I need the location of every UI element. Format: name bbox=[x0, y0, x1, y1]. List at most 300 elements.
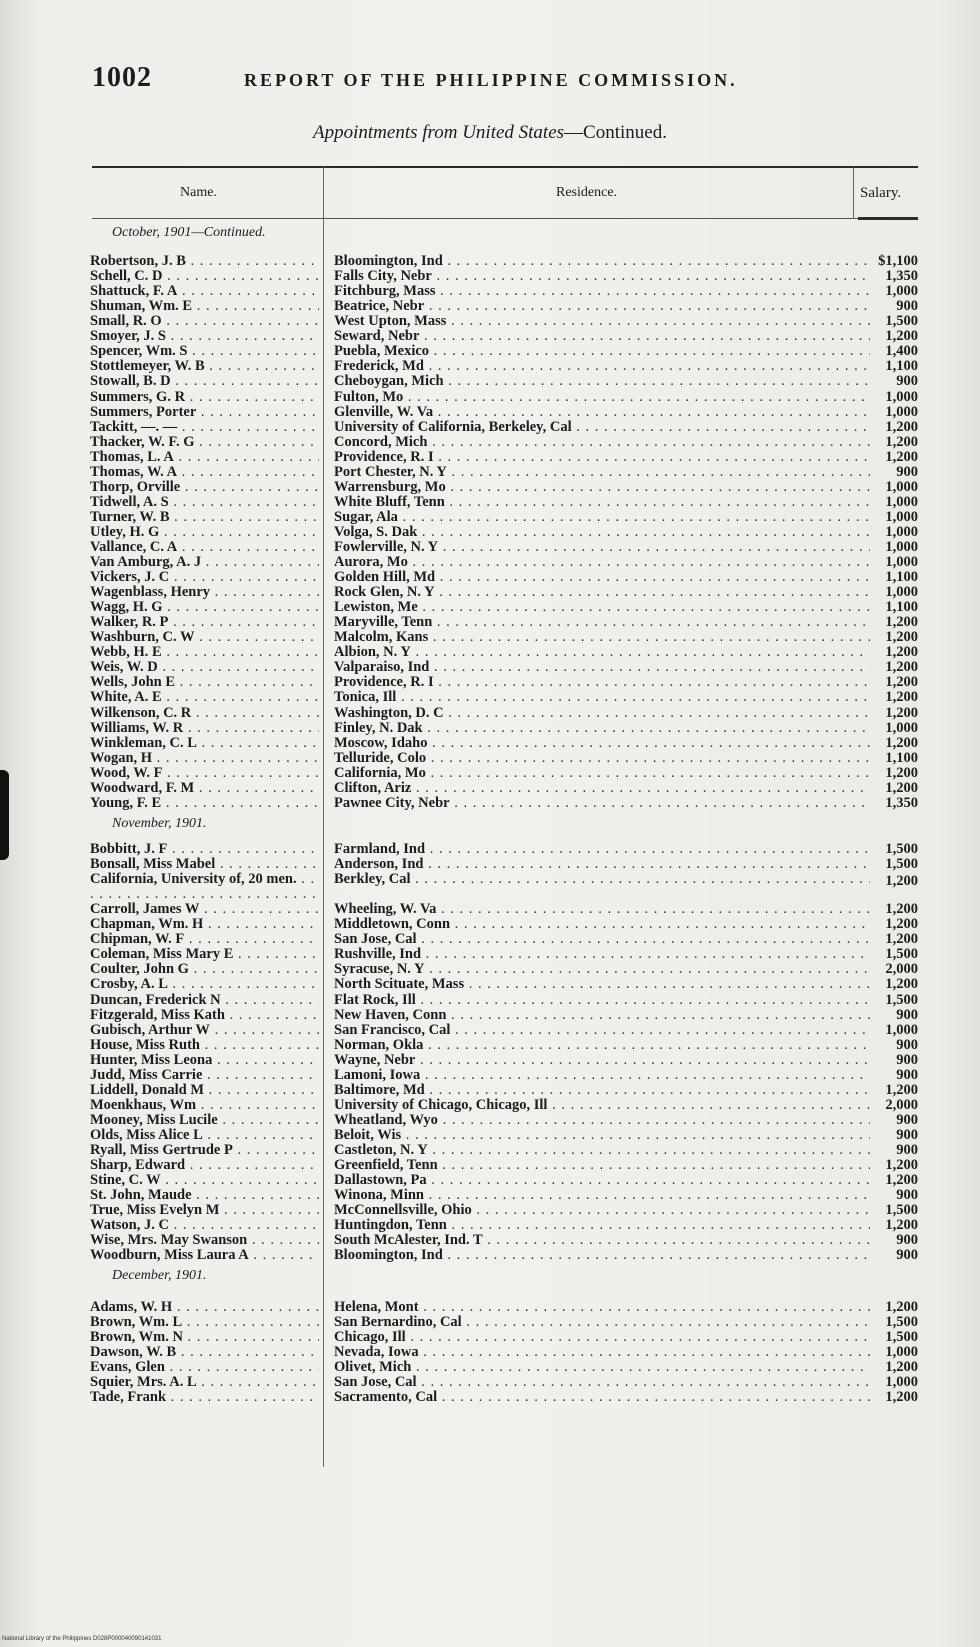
appointee-name: Robertson, J. B . . . bbox=[90, 254, 319, 269]
appointee-name: Wells, John E . . . bbox=[90, 675, 319, 690]
residence: University of Chicago, Chicago, Ill . . . bbox=[334, 1098, 870, 1113]
appointee-name: Smoyer, J. S . . . bbox=[90, 329, 319, 344]
page-number: 1002 bbox=[92, 62, 152, 93]
residence: Warrensburg, Mo . . . bbox=[334, 480, 870, 495]
table-row bbox=[0, 917, 980, 932]
salary: 1,200 bbox=[885, 674, 918, 691]
appointee-name: Woodburn, Miss Laura A . . . bbox=[90, 1248, 319, 1263]
appointee-name: Wilkenson, C. R . . . bbox=[90, 706, 319, 721]
column-divider-salary bbox=[853, 167, 854, 219]
residence: Greenfield, Tenn . . . bbox=[334, 1158, 870, 1173]
residence: Wheeling, W. Va . . . bbox=[334, 902, 870, 917]
residence: Farmland, Ind . . . bbox=[334, 842, 870, 857]
table-row bbox=[0, 872, 980, 890]
salary: 900 bbox=[896, 1142, 918, 1158]
residence: Providence, R. I . . . bbox=[334, 450, 870, 465]
residence: Frederick, Md . . . bbox=[334, 359, 870, 374]
table-row bbox=[0, 374, 980, 389]
appointee-name: Winkleman, C. L . . . bbox=[90, 736, 319, 751]
residence: Cheboygan, Mich . . . bbox=[334, 374, 870, 389]
residence: Tonica, Ill . . . bbox=[334, 690, 870, 705]
appointee-name: Summers, Porter . . . bbox=[90, 405, 319, 420]
residence: Dallastown, Pa . . . bbox=[334, 1173, 870, 1188]
table-row bbox=[0, 1038, 980, 1053]
appointee-name: Mooney, Miss Lucile . . . bbox=[90, 1113, 319, 1128]
appointee-name: House, Miss Ruth . . . bbox=[90, 1038, 319, 1053]
residence: Seward, Nebr . . . bbox=[334, 329, 870, 344]
residence: New Haven, Conn . . . bbox=[334, 1008, 870, 1023]
residence: Wayne, Nebr . . . bbox=[334, 1053, 870, 1068]
salary: 1,350 bbox=[885, 794, 918, 811]
salary: 900 bbox=[896, 1066, 918, 1083]
salary: 1,100 bbox=[885, 599, 918, 616]
table-row bbox=[0, 857, 980, 872]
table-row bbox=[0, 630, 980, 645]
appointee-name: Hunter, Miss Leona . . . bbox=[90, 1053, 319, 1068]
salary: 1,200 bbox=[885, 1081, 918, 1098]
salary: 1,350 bbox=[885, 268, 918, 285]
residence: San Jose, Cal . . . bbox=[334, 1375, 870, 1390]
appointee-name: Evans, Glen . . . bbox=[90, 1360, 319, 1375]
table-row bbox=[0, 1345, 980, 1360]
table-row bbox=[0, 570, 980, 585]
appointee-name: Tade, Frank . . . bbox=[90, 1390, 319, 1405]
table-row bbox=[0, 344, 980, 359]
residence: Fulton, Mo . . . bbox=[334, 390, 870, 405]
residence: Sugar, Ala . . . bbox=[334, 510, 870, 525]
table-row bbox=[0, 1128, 980, 1143]
residence: Bloomington, Ind . . . bbox=[334, 1248, 870, 1263]
table-row bbox=[0, 1330, 980, 1345]
appointee-name: Shuman, Wm. E . . . bbox=[90, 299, 319, 314]
table-row bbox=[0, 721, 980, 736]
table-row bbox=[0, 1158, 980, 1173]
salary: 1,500 bbox=[885, 1329, 918, 1346]
residence: South McAlester, Ind. T . . . bbox=[334, 1233, 870, 1248]
appointee-name: Shattuck, F. A . . . bbox=[90, 284, 319, 299]
residence: Anderson, Ind . . . bbox=[334, 857, 870, 872]
salary: 1,200 bbox=[885, 659, 918, 676]
table-row bbox=[0, 465, 980, 480]
appointee-name: Judd, Miss Carrie . . . bbox=[90, 1068, 319, 1083]
table-row bbox=[0, 1315, 980, 1330]
residence: Albion, N. Y . . . bbox=[334, 645, 870, 660]
appointee-name: Vickers, J. C . . . bbox=[90, 570, 319, 585]
appointee-name: Turner, W. B . . . bbox=[90, 510, 319, 525]
appointee-name: Spencer, Wm. S . . . bbox=[90, 344, 319, 359]
salary: 1,200 bbox=[885, 1172, 918, 1189]
table-row bbox=[0, 736, 980, 751]
salary: 900 bbox=[896, 1051, 918, 1068]
table-row bbox=[0, 660, 980, 675]
residence: Puebla, Mexico . . . bbox=[334, 344, 870, 359]
table-row bbox=[0, 284, 980, 299]
residence: Port Chester, N. Y . . . bbox=[334, 465, 870, 480]
salary: 1,200 bbox=[885, 644, 918, 661]
table-row bbox=[0, 1375, 980, 1390]
appointee-name: Adams, W. H . . . bbox=[90, 1300, 319, 1315]
table-row bbox=[0, 962, 980, 977]
appointee-name: Woodward, F. M . . . bbox=[90, 781, 319, 796]
salary: 1,200 bbox=[885, 418, 918, 435]
residence: Lewiston, Me . . . bbox=[334, 600, 870, 615]
section-heading: December, 1901. bbox=[112, 1268, 207, 1283]
salary: 900 bbox=[896, 1126, 918, 1143]
salary: 1,000 bbox=[885, 584, 918, 601]
salary: 900 bbox=[896, 1036, 918, 1053]
appointee-name: Wagg, H. G . . . bbox=[90, 600, 319, 615]
salary: 1,200 bbox=[885, 916, 918, 933]
salary: 1,200 bbox=[885, 734, 918, 751]
appointee-name: Stottlemeyer, W. B . . . bbox=[90, 359, 319, 374]
salary: 900 bbox=[896, 463, 918, 480]
appointee-name: Walker, R. P . . . bbox=[90, 615, 319, 630]
table-row bbox=[0, 269, 980, 284]
table-row bbox=[0, 1083, 980, 1098]
appointee-name: Webb, H. E . . . bbox=[90, 645, 319, 660]
residence: Beloit, Wis . . . bbox=[334, 1128, 870, 1143]
residence: Bloomington, Ind . . . bbox=[334, 254, 870, 269]
salary: 1,000 bbox=[885, 493, 918, 510]
table-row bbox=[0, 600, 980, 615]
table-row bbox=[0, 766, 980, 781]
appointee-name: St. John, Maude . . . bbox=[90, 1188, 319, 1203]
residence: Helena, Mont . . . bbox=[334, 1300, 870, 1315]
column-header-residence: Residence. bbox=[556, 185, 618, 200]
salary: 900 bbox=[896, 1006, 918, 1023]
salary: 1,000 bbox=[885, 1344, 918, 1361]
salary: 1,100 bbox=[885, 358, 918, 375]
salary: 1,200 bbox=[885, 1359, 918, 1376]
appointee-name: California, University of, 20 men. . . . bbox=[90, 872, 319, 902]
table-row bbox=[0, 1113, 980, 1128]
salary: 1,200 bbox=[885, 873, 918, 890]
table-row bbox=[0, 977, 980, 992]
salary: 1,200 bbox=[885, 1299, 918, 1315]
appointee-name: Bonsall, Miss Mabel . . . bbox=[90, 857, 319, 872]
section-heading: October, 1901—Continued. bbox=[112, 225, 266, 240]
table-row bbox=[0, 1068, 980, 1083]
residence: Sacramento, Cal . . . bbox=[334, 1390, 870, 1405]
residence: San Bernardino, Cal . . . bbox=[334, 1315, 870, 1330]
appointee-name: Watson, J. C . . . bbox=[90, 1218, 319, 1233]
table-row bbox=[0, 329, 980, 344]
salary: 1,500 bbox=[885, 841, 918, 857]
appointee-name: Fitzgerald, Miss Kath . . . bbox=[90, 1008, 319, 1023]
table-row bbox=[0, 1143, 980, 1158]
table-row bbox=[0, 947, 980, 962]
appointee-name: Wagenblass, Henry . . . bbox=[90, 585, 319, 600]
residence: Nevada, Iowa . . . bbox=[334, 1345, 870, 1360]
appointee-name: Wogan, H . . . bbox=[90, 751, 319, 766]
table-row bbox=[0, 480, 980, 495]
residence: Fitchburg, Mass . . . bbox=[334, 284, 870, 299]
residence: Castleton, N. Y . . . bbox=[334, 1143, 870, 1158]
table-row bbox=[0, 299, 980, 314]
appointee-name: Coulter, John G . . . bbox=[90, 962, 319, 977]
salary: 1,200 bbox=[885, 689, 918, 706]
salary: 1,200 bbox=[885, 433, 918, 450]
appointee-name: Wise, Mrs. May Swanson . . . bbox=[90, 1233, 319, 1248]
appointee-name: Squier, Mrs. A. L . . . bbox=[90, 1375, 319, 1390]
appointee-name: Stine, C. W . . . bbox=[90, 1173, 319, 1188]
appointee-name: Olds, Miss Alice L . . . bbox=[90, 1128, 319, 1143]
salary: 1,000 bbox=[885, 478, 918, 495]
salary: 1,200 bbox=[885, 931, 918, 948]
salary: 900 bbox=[896, 1247, 918, 1264]
residence: Clifton, Ariz . . . bbox=[334, 781, 870, 796]
residence: Glenville, W. Va . . . bbox=[334, 405, 870, 420]
residence: Aurora, Mo . . . bbox=[334, 555, 870, 570]
table-row bbox=[0, 615, 980, 630]
appointee-name: Crosby, A. L . . . bbox=[90, 977, 319, 992]
appointee-name: Tackitt, —. — . . . bbox=[90, 420, 319, 435]
residence: Baltimore, Md . . . bbox=[334, 1083, 870, 1098]
salary: 1,000 bbox=[885, 1021, 918, 1038]
residence: Middletown, Conn . . . bbox=[334, 917, 870, 932]
salary: 1,000 bbox=[885, 283, 918, 300]
appointee-name: Brown, Wm. N . . . bbox=[90, 1330, 319, 1345]
salary: 900 bbox=[896, 1232, 918, 1249]
salary: 1,200 bbox=[885, 1157, 918, 1173]
residence: California, Mo . . . bbox=[334, 766, 870, 781]
table-row bbox=[0, 1053, 980, 1068]
residence: West Upton, Mass . . . bbox=[334, 314, 870, 329]
table-top-rule bbox=[92, 166, 918, 168]
table-row bbox=[0, 525, 980, 540]
salary: 1,200 bbox=[885, 779, 918, 796]
residence: Norman, Okla . . . bbox=[334, 1038, 870, 1053]
scan-footer: National Library of the Philippines D028P000040090141031 bbox=[2, 1636, 162, 1642]
subtitle-italic: Appointments from United States bbox=[313, 122, 565, 143]
appointee-name: Stowall, B. D . . . bbox=[90, 374, 319, 389]
table-row bbox=[0, 405, 980, 420]
appointee-name: Thacker, W. F. G . . . bbox=[90, 435, 319, 450]
residence: Huntingdon, Tenn . . . bbox=[334, 1218, 870, 1233]
salary: 1,000 bbox=[885, 523, 918, 540]
residence: Falls City, Nebr . . . bbox=[334, 269, 870, 284]
residence: Telluride, Colo . . . bbox=[334, 751, 870, 766]
table-row bbox=[0, 1360, 980, 1375]
salary: 1,500 bbox=[885, 856, 918, 872]
residence: Moscow, Idaho . . . bbox=[334, 736, 870, 751]
table-row bbox=[0, 254, 980, 269]
residence: Berkley, Cal . . . bbox=[334, 872, 870, 887]
residence: Rushville, Ind . . . bbox=[334, 947, 870, 962]
salary: $1,100 bbox=[878, 253, 918, 269]
residence: Finley, N. Dak . . . bbox=[334, 721, 870, 736]
salary: 2,000 bbox=[885, 1096, 918, 1113]
residence: Fowlerville, N. Y . . . bbox=[334, 540, 870, 555]
salary: 1,500 bbox=[885, 313, 918, 330]
salary-header-rule bbox=[858, 217, 918, 220]
appointee-name: White, A. E . . . bbox=[90, 690, 319, 705]
residence: Flat Rock, Ill . . . bbox=[334, 993, 870, 1008]
residence: University of California, Berkeley, Cal . . . bbox=[334, 420, 870, 435]
salary: 1,200 bbox=[885, 448, 918, 465]
appointee-name: Brown, Wm. L . . . bbox=[90, 1315, 319, 1330]
salary: 1,200 bbox=[885, 328, 918, 345]
salary: 1,200 bbox=[885, 614, 918, 631]
appointee-name: Bobbitt, J. F . . . bbox=[90, 842, 319, 857]
residence: Pawnee City, Nebr . . . bbox=[334, 796, 870, 811]
appointee-name: Weis, W. D . . . bbox=[90, 660, 319, 675]
header-bottom-rule bbox=[92, 218, 918, 219]
salary: 1,200 bbox=[885, 704, 918, 721]
appointee-name: Young, F. E . . . bbox=[90, 796, 319, 811]
residence: Lamoni, Iowa . . . bbox=[334, 1068, 870, 1083]
appointee-name: Duncan, Frederick N . . . bbox=[90, 993, 319, 1008]
appointee-name: Sharp, Edward . . . bbox=[90, 1158, 319, 1173]
table-row bbox=[0, 1173, 980, 1188]
residence: Rock Glen, N. Y . . . bbox=[334, 585, 870, 600]
appointee-name: Moenkhaus, Wm . . . bbox=[90, 1098, 319, 1113]
salary: 2,000 bbox=[885, 961, 918, 978]
appointee-name: Liddell, Donald M . . . bbox=[90, 1083, 319, 1098]
appointee-name: Thorp, Orville . . . bbox=[90, 480, 319, 495]
residence: Maryville, Tenn . . . bbox=[334, 615, 870, 630]
salary: 1,100 bbox=[885, 569, 918, 586]
table-row bbox=[0, 390, 980, 405]
table-row bbox=[0, 932, 980, 947]
table-row bbox=[0, 842, 980, 857]
salary: 1,500 bbox=[885, 946, 918, 963]
table-row bbox=[0, 796, 980, 811]
residence: Valparaiso, Ind . . . bbox=[334, 660, 870, 675]
salary: 1,000 bbox=[885, 554, 918, 570]
table-row bbox=[0, 555, 980, 570]
table-row bbox=[0, 1188, 980, 1203]
appointee-name: Gubisch, Arthur W . . . bbox=[90, 1023, 319, 1038]
residence: Olivet, Mich . . . bbox=[334, 1360, 870, 1375]
column-header-name: Name. bbox=[180, 185, 217, 200]
appointee-name: Ryall, Miss Gertrude P . . . bbox=[90, 1143, 319, 1158]
salary: 1,200 bbox=[885, 1389, 918, 1406]
table-row bbox=[0, 1023, 980, 1038]
salary: 1,200 bbox=[885, 901, 918, 918]
salary: 1,000 bbox=[885, 719, 918, 736]
table-row bbox=[0, 359, 980, 374]
appointee-name: Chapman, Wm. H . . . bbox=[90, 917, 319, 932]
salary: 1,000 bbox=[885, 388, 918, 405]
appointee-name: Wood, W. F . . . bbox=[90, 766, 319, 781]
residence: McConnellsville, Ohio . . . bbox=[334, 1203, 870, 1218]
table-row bbox=[0, 751, 980, 766]
salary: 1,000 bbox=[885, 403, 918, 420]
appointee-name: True, Miss Evelyn M . . . bbox=[90, 1203, 319, 1218]
section-heading: November, 1901. bbox=[112, 816, 207, 831]
salary: 1,200 bbox=[885, 629, 918, 646]
running-title: REPORT OF THE PHILIPPINE COMMISSION. bbox=[244, 70, 738, 90]
residence: Beatrice, Nebr . . . bbox=[334, 299, 870, 314]
table-row bbox=[0, 540, 980, 555]
appointee-name: Williams, W. R . . . bbox=[90, 721, 319, 736]
table-row bbox=[0, 706, 980, 721]
appointee-name: Summers, G. R . . . bbox=[90, 390, 319, 405]
table-row bbox=[0, 420, 980, 435]
residence: Concord, Mich . . . bbox=[334, 435, 870, 450]
residence: San Francisco, Cal . . . bbox=[334, 1023, 870, 1038]
salary: 900 bbox=[896, 373, 918, 390]
residence: Providence, R. I . . . bbox=[334, 675, 870, 690]
table-row bbox=[0, 314, 980, 329]
salary: 900 bbox=[896, 1187, 918, 1204]
salary: 1,500 bbox=[885, 1314, 918, 1330]
appointee-name: Coleman, Miss Mary E . . . bbox=[90, 947, 319, 962]
column-header-salary: Salary. bbox=[860, 185, 902, 201]
table-row bbox=[0, 1218, 980, 1233]
table-row bbox=[0, 902, 980, 917]
appointee-name: Tidwell, A. S . . . bbox=[90, 495, 319, 510]
salary: 1,500 bbox=[885, 1202, 918, 1219]
appointee-name: Small, R. O . . . bbox=[90, 314, 319, 329]
table-row bbox=[0, 1233, 980, 1248]
salary: 1,500 bbox=[885, 991, 918, 1008]
salary: 900 bbox=[896, 298, 918, 315]
residence: White Bluff, Tenn . . . bbox=[334, 495, 870, 510]
salary: 1,000 bbox=[885, 1374, 918, 1391]
page-header bbox=[92, 62, 912, 102]
salary: 1,200 bbox=[885, 976, 918, 993]
salary: 900 bbox=[896, 1111, 918, 1128]
salary: 1,200 bbox=[885, 764, 918, 781]
residence: Wheatland, Wyo . . . bbox=[334, 1113, 870, 1128]
residence: Washington, D. C . . . bbox=[334, 706, 870, 721]
salary: 1,200 bbox=[885, 1217, 918, 1234]
residence: Winona, Minn . . . bbox=[334, 1188, 870, 1203]
appointee-name: Thomas, W. A . . . bbox=[90, 465, 319, 480]
table-row bbox=[0, 1098, 980, 1113]
residence: Malcolm, Kans . . . bbox=[334, 630, 870, 645]
table-row bbox=[0, 435, 980, 450]
appointee-name: Van Amburg, A. J . . . bbox=[90, 555, 319, 570]
table-subtitle bbox=[0, 122, 980, 144]
appointee-name: Dawson, W. B . . . bbox=[90, 1345, 319, 1360]
salary: 1,000 bbox=[885, 508, 918, 525]
table-row bbox=[0, 993, 980, 1008]
appointee-name: Utley, H. G . . . bbox=[90, 525, 319, 540]
table-row bbox=[0, 495, 980, 510]
salary: 1,400 bbox=[885, 343, 918, 360]
table-row bbox=[0, 1008, 980, 1023]
appointee-name: Washburn, C. W . . . bbox=[90, 630, 319, 645]
appointee-name: Carroll, James W . . . bbox=[90, 902, 319, 917]
residence: Syracuse, N. Y . . . bbox=[334, 962, 870, 977]
table-row bbox=[0, 510, 980, 525]
residence: Volga, S. Dak . . . bbox=[334, 525, 870, 540]
salary: 1,000 bbox=[885, 539, 918, 555]
salary: 1,100 bbox=[885, 749, 918, 766]
table-row bbox=[0, 450, 980, 465]
table-row bbox=[0, 690, 980, 705]
subtitle-rest: —Continued. bbox=[564, 122, 667, 143]
residence: Golden Hill, Md . . . bbox=[334, 570, 870, 585]
table-row bbox=[0, 1203, 980, 1218]
appointee-name: Schell, C. D . . . bbox=[90, 269, 319, 284]
appointee-name: Vallance, C. A . . . bbox=[90, 540, 319, 555]
table-row bbox=[0, 1390, 980, 1405]
appointee-name: Thomas, L. A . . . bbox=[90, 450, 319, 465]
residence: Chicago, Ill . . . bbox=[334, 1330, 870, 1345]
table-row bbox=[0, 645, 980, 660]
table-row bbox=[0, 585, 980, 600]
residence: San Jose, Cal . . . bbox=[334, 932, 870, 947]
table-row bbox=[0, 1248, 980, 1263]
residence: North Scituate, Mass . . . bbox=[334, 977, 870, 992]
table-row bbox=[0, 781, 980, 796]
table-row bbox=[0, 675, 980, 690]
table-row bbox=[0, 1300, 980, 1315]
